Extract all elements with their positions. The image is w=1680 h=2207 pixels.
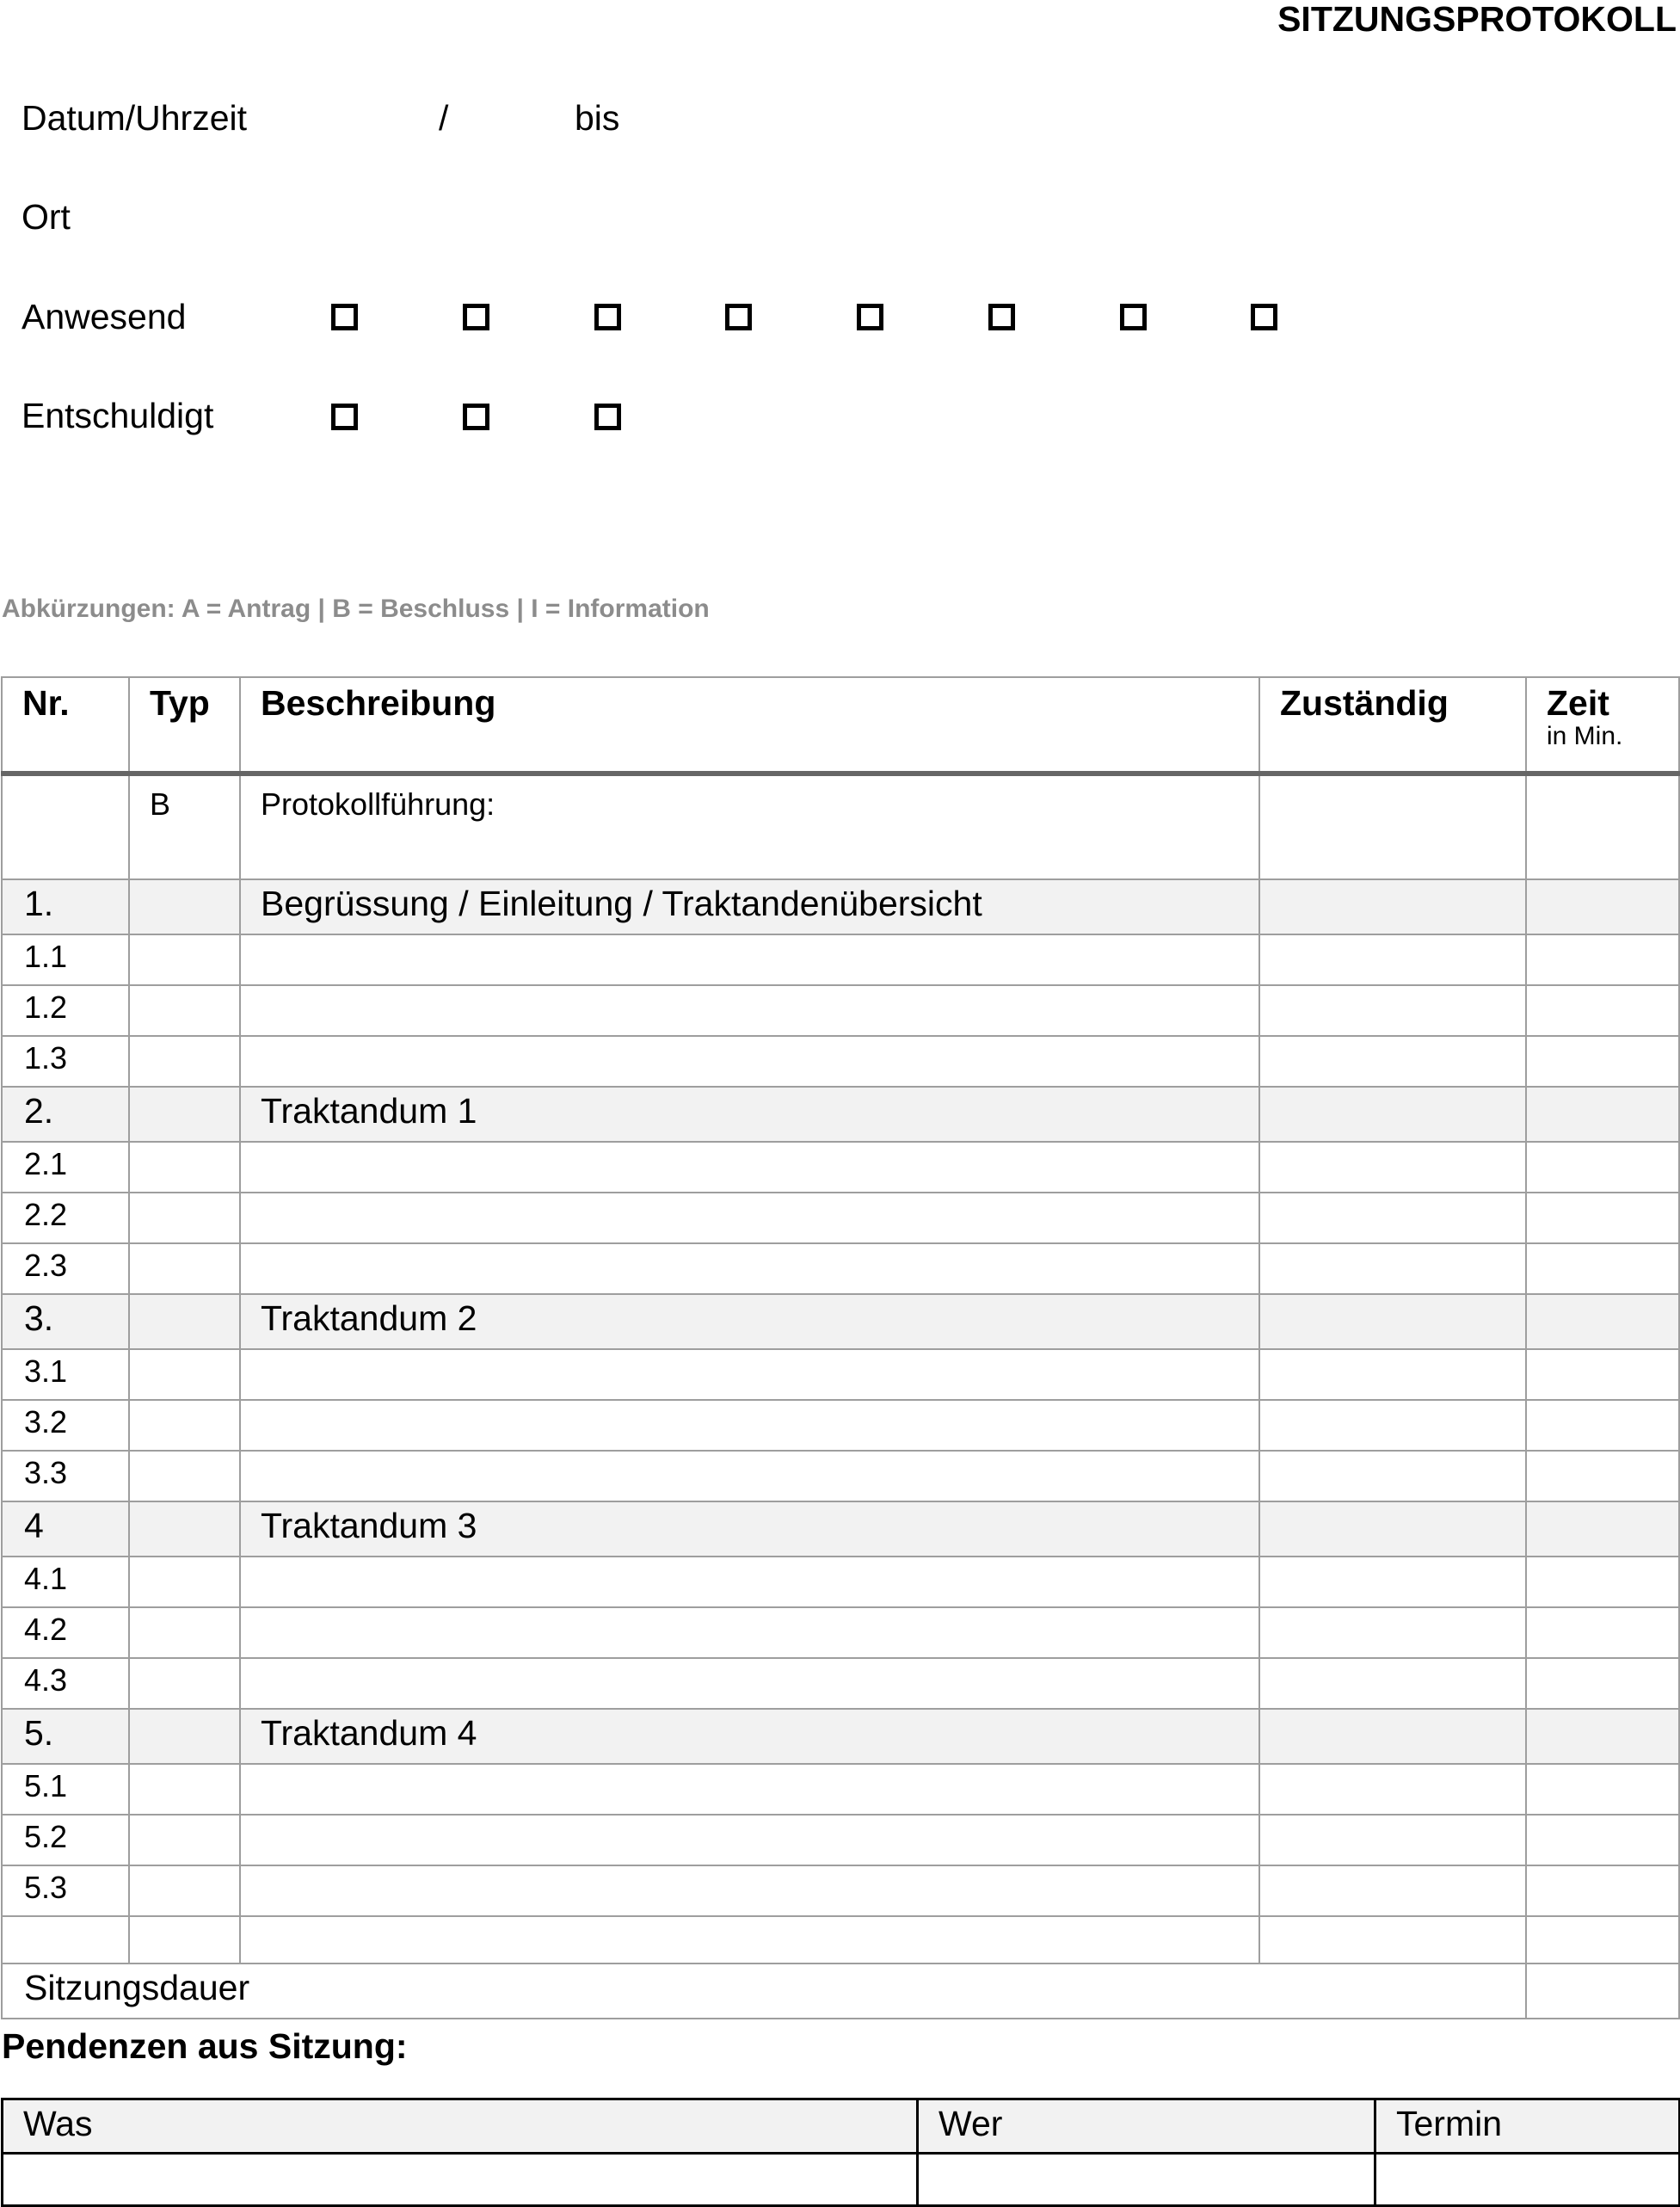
cell-beschreibung[interactable]: Traktandum 3 [240,1501,1259,1557]
cell-beschreibung[interactable]: Traktandum 4 [240,1709,1259,1764]
cell-zustaendig[interactable] [1259,1557,1526,1607]
cell-typ[interactable] [129,1349,240,1400]
cell-nr[interactable]: 5.3 [2,1865,129,1916]
cell-beschreibung[interactable]: Traktandum 2 [240,1294,1259,1349]
checkbox[interactable] [331,304,358,330]
cell-beschreibung[interactable] [240,1764,1259,1815]
cell-nr[interactable]: 2.3 [2,1243,129,1294]
cell-nr[interactable]: 5.2 [2,1815,129,1865]
cell-zeit[interactable] [1526,1658,1679,1709]
checkbox[interactable] [594,304,621,330]
cell-nr[interactable]: 3.1 [2,1349,129,1400]
cell-zustaendig[interactable] [1259,1764,1526,1815]
cell-zeit[interactable] [1526,1815,1679,1865]
cell-zustaendig[interactable] [1259,774,1526,879]
cell-typ[interactable] [129,1193,240,1243]
cell-typ[interactable] [129,1764,240,1815]
header-beschreibung: Beschreibung [240,677,1259,774]
agenda-item-row [2,1658,1679,1709]
agenda-section-row [2,1087,1679,1142]
cell-beschreibung[interactable] [240,1036,1259,1087]
cell-zustaendig[interactable] [1259,985,1526,1036]
cell-zustaendig[interactable] [1259,1709,1526,1764]
cell-nr[interactable]: 2.2 [2,1193,129,1243]
agenda-item-row [2,1036,1679,1087]
cell-typ[interactable] [129,934,240,985]
cell-typ[interactable]: B [129,774,240,879]
cell-termin[interactable] [1375,2154,1680,2206]
table-row [3,2154,1680,2206]
cell-nr[interactable]: 3.3 [2,1451,129,1501]
cell-beschreibung[interactable] [240,1607,1259,1658]
checkbox[interactable] [331,404,358,430]
header-nr: Nr. [2,677,129,774]
agenda-item-row [2,934,1679,985]
cell-zustaendig[interactable] [1259,1658,1526,1709]
cell-zustaendig[interactable] [1259,1142,1526,1193]
cell-zeit[interactable] [1526,1142,1679,1193]
cell-typ[interactable] [129,1451,240,1501]
total-row [2,1963,1679,2019]
cell-nr[interactable]: 5. [2,1709,129,1764]
cell-beschreibung[interactable] [240,1658,1259,1709]
header-zeit-label: Zeit [1547,683,1609,723]
cell-beschreibung[interactable]: Protokollführung: [240,774,1259,879]
header-typ: Typ [129,677,240,774]
cell-typ[interactable] [129,1142,240,1193]
checkbox[interactable] [463,304,489,330]
cell-typ[interactable] [129,985,240,1036]
checkbox[interactable] [594,404,621,430]
cell-zustaendig[interactable] [1259,1193,1526,1243]
agenda-item-row [2,1865,1679,1916]
cell-beschreibung[interactable] [240,934,1259,985]
cell-nr[interactable]: 3. [2,1294,129,1349]
cell-nr[interactable]: 5.1 [2,1764,129,1815]
cell-zeit[interactable] [1526,985,1679,1036]
cell-beschreibung[interactable]: Begrüssung / Einleitung / Traktandenübersicht [240,879,1259,934]
cell-beschreibung[interactable] [240,1557,1259,1607]
cell-nr[interactable]: 1.2 [2,985,129,1036]
cell-typ[interactable] [129,1557,240,1607]
header-termin: Termin [1375,2099,1680,2154]
cell-beschreibung[interactable] [240,1193,1259,1243]
cell-zustaendig[interactable] [1259,1036,1526,1087]
agenda-empty-row [2,1916,1679,1963]
agenda-item-row [2,1557,1679,1607]
cell-beschreibung[interactable] [240,1916,1259,1963]
cell-zeit[interactable] [1526,1087,1679,1142]
cell-beschreibung[interactable] [240,1815,1259,1865]
cell-zeit[interactable] [1526,1349,1679,1400]
cell-typ[interactable] [129,1087,240,1142]
agenda-item-row [2,1349,1679,1400]
cell-zustaendig[interactable] [1259,1243,1526,1294]
cell-zustaendig[interactable] [1259,1349,1526,1400]
header-was: Was [3,2099,918,2154]
cell-zeit[interactable] [1526,1193,1679,1243]
checkbox[interactable] [725,304,752,330]
cell-nr[interactable]: 1. [2,879,129,934]
cell-zustaendig[interactable] [1259,1501,1526,1557]
header-zustaendig: Zuständig [1259,677,1526,774]
cell-beschreibung[interactable] [240,1400,1259,1451]
cell-beschreibung[interactable] [240,1865,1259,1916]
checkbox[interactable] [988,304,1015,330]
cell-nr[interactable]: 2. [2,1087,129,1142]
cell-nr[interactable]: 4.1 [2,1557,129,1607]
cell-zeit[interactable] [1526,1451,1679,1501]
agenda-section-row [2,879,1679,934]
cell-zeit[interactable] [1526,879,1679,934]
cell-typ[interactable] [129,1501,240,1557]
cell-nr[interactable]: 4.2 [2,1607,129,1658]
cell-zustaendig[interactable] [1259,1294,1526,1349]
cell-typ[interactable] [129,1243,240,1294]
cell-beschreibung[interactable] [240,1451,1259,1501]
cell-zeit[interactable] [1526,934,1679,985]
cell-nr[interactable]: 1.1 [2,934,129,985]
cell-zeit[interactable] [1526,1294,1679,1349]
cell-zeit[interactable] [1526,774,1679,879]
pendenzen-table [1,2098,1680,2207]
cell-nr[interactable] [2,1916,129,1963]
agenda-table [1,676,1680,2019]
cell-typ[interactable] [129,1865,240,1916]
agenda-item-row [2,1400,1679,1451]
cell-nr[interactable]: 3.2 [2,1400,129,1451]
cell-typ[interactable] [129,1607,240,1658]
cell-typ[interactable] [129,1658,240,1709]
cell-beschreibung[interactable] [240,985,1259,1036]
anwesend-label: Anwesend [22,297,187,336]
agenda-item-row [2,1193,1679,1243]
cell-zeit[interactable] [1526,1865,1679,1916]
cell-beschreibung[interactable] [240,1243,1259,1294]
cell-zeit[interactable] [1526,1243,1679,1294]
cell-nr[interactable]: 1.3 [2,1036,129,1087]
cell-zustaendig[interactable] [1259,1087,1526,1142]
header-wer: Wer [918,2099,1375,2154]
pendenzen-title: Pendenzen aus Sitzung: [2,2026,408,2066]
abbreviations-legend: Abkürzungen: A = Antrag | B = Beschluss | I = Information [2,595,710,623]
agenda-section-row [2,1501,1679,1557]
checkbox[interactable] [1251,304,1277,330]
cell-zeit[interactable] [1526,1764,1679,1815]
cell-typ[interactable] [129,879,240,934]
cell-zeit[interactable] [1526,1916,1679,1963]
cell-beschreibung[interactable] [240,1349,1259,1400]
cell-typ[interactable] [129,1916,240,1963]
cell-typ[interactable] [129,1400,240,1451]
agenda-section-row [2,1709,1679,1764]
agenda-item-row [2,985,1679,1036]
cell-zustaendig[interactable] [1259,1916,1526,1963]
cell-was[interactable] [3,2154,918,2206]
cell-typ[interactable] [129,1815,240,1865]
cell-nr[interactable]: 2.1 [2,1142,129,1193]
cell-zustaendig[interactable] [1259,1865,1526,1916]
cell-nr[interactable]: 4.3 [2,1658,129,1709]
total-time-cell[interactable] [1526,1963,1679,2019]
datum-label: Datum/Uhrzeit [22,98,248,138]
agenda-item-row [2,1764,1679,1815]
ort-label: Ort [22,197,71,237]
agenda-item-row [2,1451,1679,1501]
time-separator: / [439,98,449,138]
cell-nr[interactable] [2,774,129,879]
agenda-item-row [2,1607,1679,1658]
entschuldigt-label: Entschuldigt [22,396,214,435]
cell-zeit[interactable] [1526,1036,1679,1087]
cell-beschreibung[interactable] [240,1142,1259,1193]
cell-zustaendig[interactable] [1259,879,1526,934]
cell-typ[interactable] [129,1709,240,1764]
cell-nr[interactable]: 4 [2,1501,129,1557]
agenda-item-row [2,1142,1679,1193]
total-label: Sitzungsdauer [2,1963,1526,2019]
checkbox[interactable] [1120,304,1147,330]
cell-beschreibung[interactable]: Traktandum 1 [240,1087,1259,1142]
cell-wer[interactable] [918,2154,1375,2206]
bis-label: bis [575,98,620,138]
header-zeit-unit: in Min. [1547,722,1623,750]
document-title: SITZUNGSPROTOKOLL [1277,0,1677,39]
cell-typ[interactable] [129,1294,240,1349]
agenda-item-row [2,1815,1679,1865]
checkbox[interactable] [857,304,883,330]
cell-zustaendig[interactable] [1259,1607,1526,1658]
checkbox[interactable] [463,404,489,430]
cell-zeit[interactable] [1526,1400,1679,1451]
cell-zeit[interactable] [1526,1607,1679,1658]
agenda-item-row [2,1243,1679,1294]
cell-typ[interactable] [129,1036,240,1087]
cell-zeit[interactable] [1526,1501,1679,1557]
cell-zustaendig[interactable] [1259,1400,1526,1451]
header-zeit [1526,677,1679,774]
cell-zustaendig[interactable] [1259,1451,1526,1501]
cell-zustaendig[interactable] [1259,934,1526,985]
agenda-section-row [2,1294,1679,1349]
protocol-row [2,774,1679,879]
cell-zeit[interactable] [1526,1557,1679,1607]
cell-zustaendig[interactable] [1259,1815,1526,1865]
cell-zeit[interactable] [1526,1709,1679,1764]
